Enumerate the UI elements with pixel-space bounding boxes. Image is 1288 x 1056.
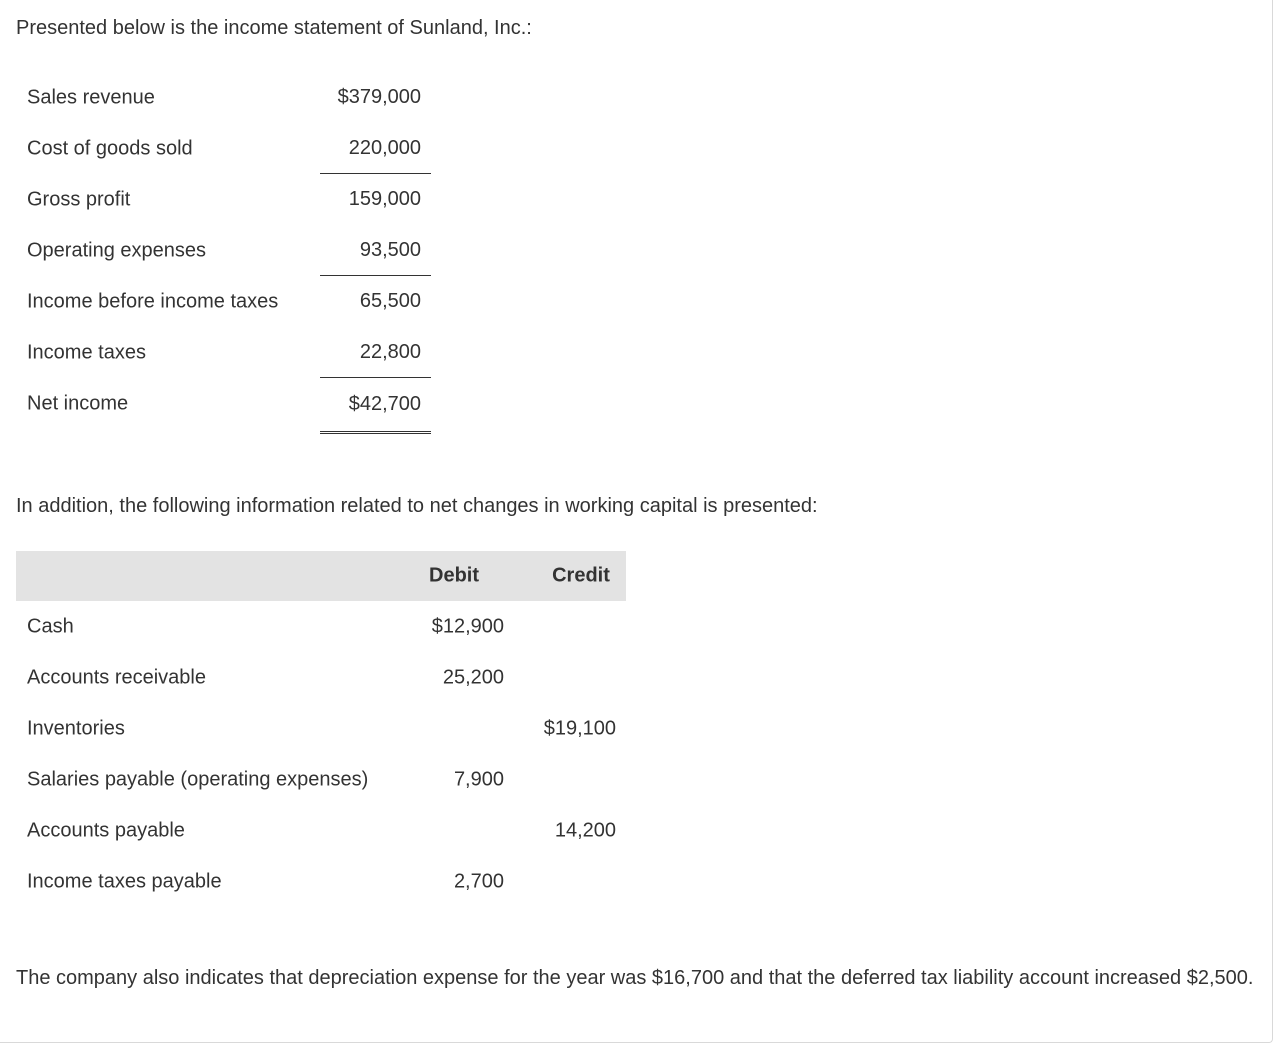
row-label: Cash	[27, 615, 74, 637]
row-label: Accounts payable	[27, 819, 185, 841]
row-label: Cost of goods sold	[27, 137, 193, 159]
row-label: Salaries payable (operating expenses)	[27, 768, 369, 790]
income-statement-row	[16, 174, 436, 225]
debit-value: $12,900	[431, 615, 504, 637]
credit-value: 14,200	[554, 819, 616, 841]
row-amount: 65,500	[359, 290, 421, 312]
table-row	[16, 652, 626, 703]
income-statement-row	[16, 225, 436, 276]
table-row	[16, 703, 626, 754]
working-capital-intro-paragraph: In addition, the following information related to net changes in working capital is presented:	[16, 495, 818, 517]
debit-value: 25,200	[442, 666, 504, 688]
table-header	[16, 551, 626, 601]
row-amount: 22,800	[320, 327, 431, 378]
income-statement-row	[16, 276, 436, 327]
table-row	[16, 754, 626, 805]
row-label: Gross profit	[27, 188, 131, 210]
table-row	[16, 601, 626, 652]
debit-header: Debit	[429, 564, 479, 587]
row-label: Operating expenses	[27, 239, 207, 261]
intro-paragraph: Presented below is the income statement of Sunland, Inc.:	[16, 17, 532, 39]
row-label: Income taxes	[27, 341, 146, 363]
income-statement-row	[16, 378, 436, 434]
row-amount: $379,000	[337, 86, 421, 108]
row-amount: 220,000	[320, 123, 431, 174]
row-label: Net income	[27, 392, 129, 415]
row-amount: $42,700	[320, 378, 431, 434]
working-capital-table	[16, 551, 626, 907]
income-statement-row	[16, 72, 436, 123]
debit-value: 7,900	[453, 768, 504, 790]
row-label: Inventories	[27, 717, 125, 739]
row-label: Income taxes payable	[27, 870, 222, 892]
credit-header: Credit	[552, 564, 610, 587]
debit-value: 2,700	[453, 870, 504, 892]
closing-paragraph: The company also indicates that depreciation expense for the year was $16,700 and that the deferred tax liability account increased $2,500.	[16, 967, 1254, 989]
row-label: Sales revenue	[27, 86, 155, 108]
income-statement-row	[16, 327, 436, 378]
row-label: Accounts receivable	[27, 666, 206, 688]
credit-value: $19,100	[543, 717, 616, 739]
row-amount: 159,000	[348, 188, 421, 210]
row-amount: 93,500	[320, 225, 431, 276]
table-row	[16, 856, 626, 907]
table-row	[16, 805, 626, 856]
income-statement-row	[16, 123, 436, 174]
row-label: Income before income taxes	[27, 290, 279, 312]
